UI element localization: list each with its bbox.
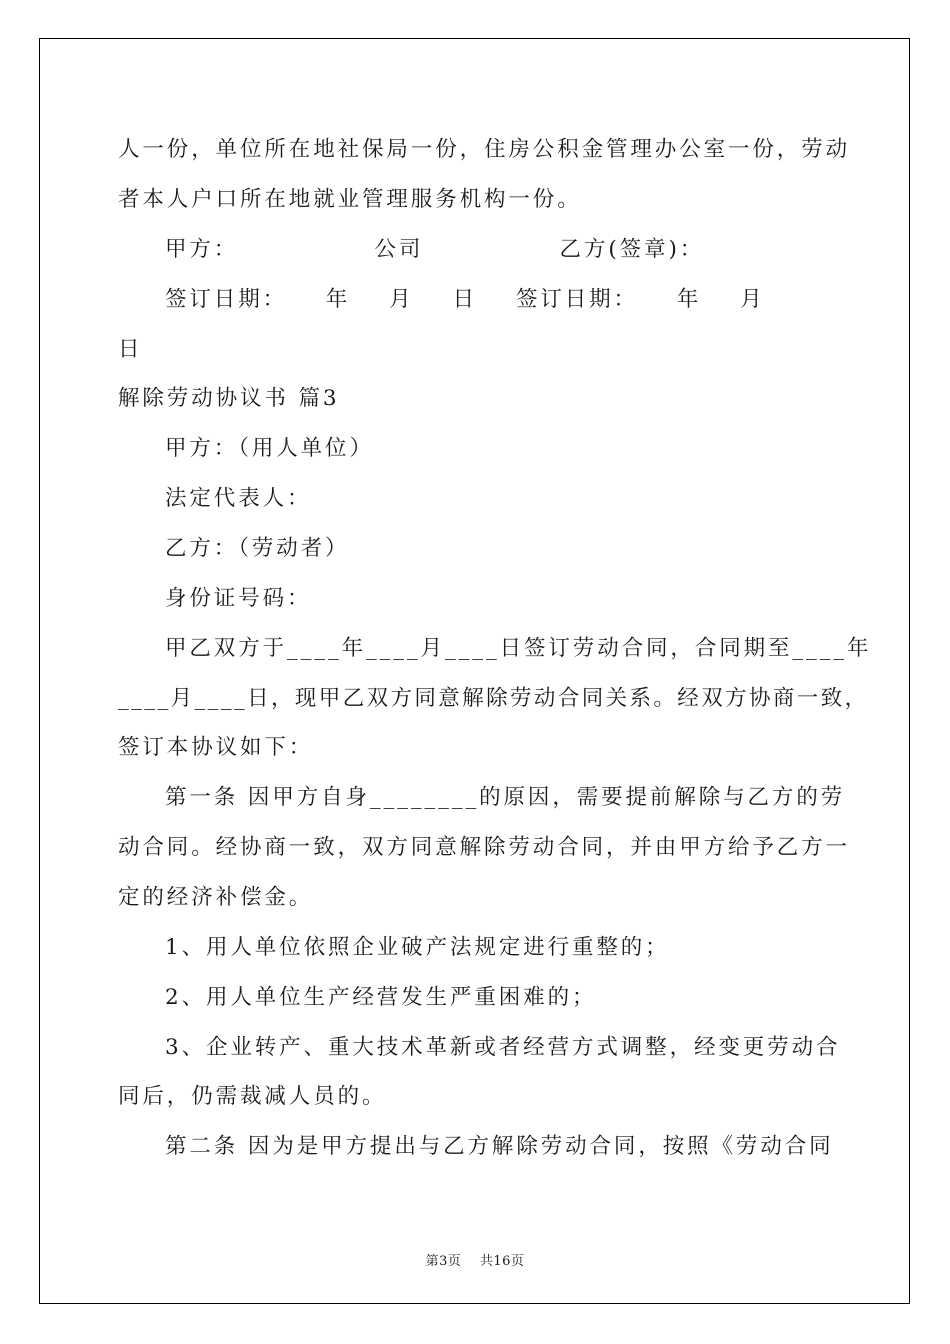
list-item: 3、企业转产、重大技术革新或者经营方式调整，经变更劳动合 bbox=[165, 1035, 841, 1060]
paragraph-line: 定的经济补偿金。 bbox=[118, 885, 314, 910]
article-two-line: 第二条 因为是甲方提出与乙方解除劳动合同，按照《劳动合同 bbox=[165, 1134, 834, 1159]
party-b-line: 乙方：（劳动者） bbox=[165, 536, 350, 561]
page-number-footer: 第3页 共16页 bbox=[425, 1254, 525, 1269]
paragraph-line: ____月____日，现甲乙双方同意解除劳动合同关系。经双方协商一致， bbox=[118, 686, 869, 711]
legal-rep-line: 法定代表人： bbox=[165, 486, 312, 511]
paragraph-line: 日 bbox=[118, 337, 143, 362]
signature-line-dates: 签订日期： 年 月 日 签订日期： 年 月 bbox=[165, 287, 765, 312]
paragraph-line: 签订本协议如下： bbox=[118, 735, 314, 760]
list-item: 2、用人单位生产经营发生严重困难的； bbox=[165, 985, 597, 1010]
list-item: 1、用人单位依照企业破产法规定进行重整的； bbox=[165, 935, 670, 960]
section-heading: 解除劳动协议书 篇3 bbox=[118, 386, 340, 411]
paragraph-line: 者本人户口所在地就业管理服务机构一份。 bbox=[118, 187, 582, 212]
article-one-line: 第一条 因甲方自身________的原因，需要提前解除与乙方的劳 bbox=[165, 785, 846, 810]
id-number-line: 身份证号码： bbox=[165, 586, 312, 611]
paragraph-line: 甲乙双方于____年____月____日签订劳动合同，合同期至____年 bbox=[165, 636, 872, 661]
paragraph-line: 同后，仍需裁减人员的。 bbox=[118, 1084, 387, 1109]
party-a-line: 甲方：（用人单位） bbox=[165, 436, 374, 461]
page-border bbox=[39, 38, 910, 1304]
paragraph-line: 动合同。经协商一致，双方同意解除劳动合同，并由甲方给予乙方一 bbox=[118, 835, 851, 860]
paragraph-line: 人一份，单位所在地社保局一份，住房公积金管理办公室一份，劳动 bbox=[118, 137, 851, 162]
signature-line-parties: 甲方： 公司 乙方(签章)： bbox=[165, 237, 705, 262]
